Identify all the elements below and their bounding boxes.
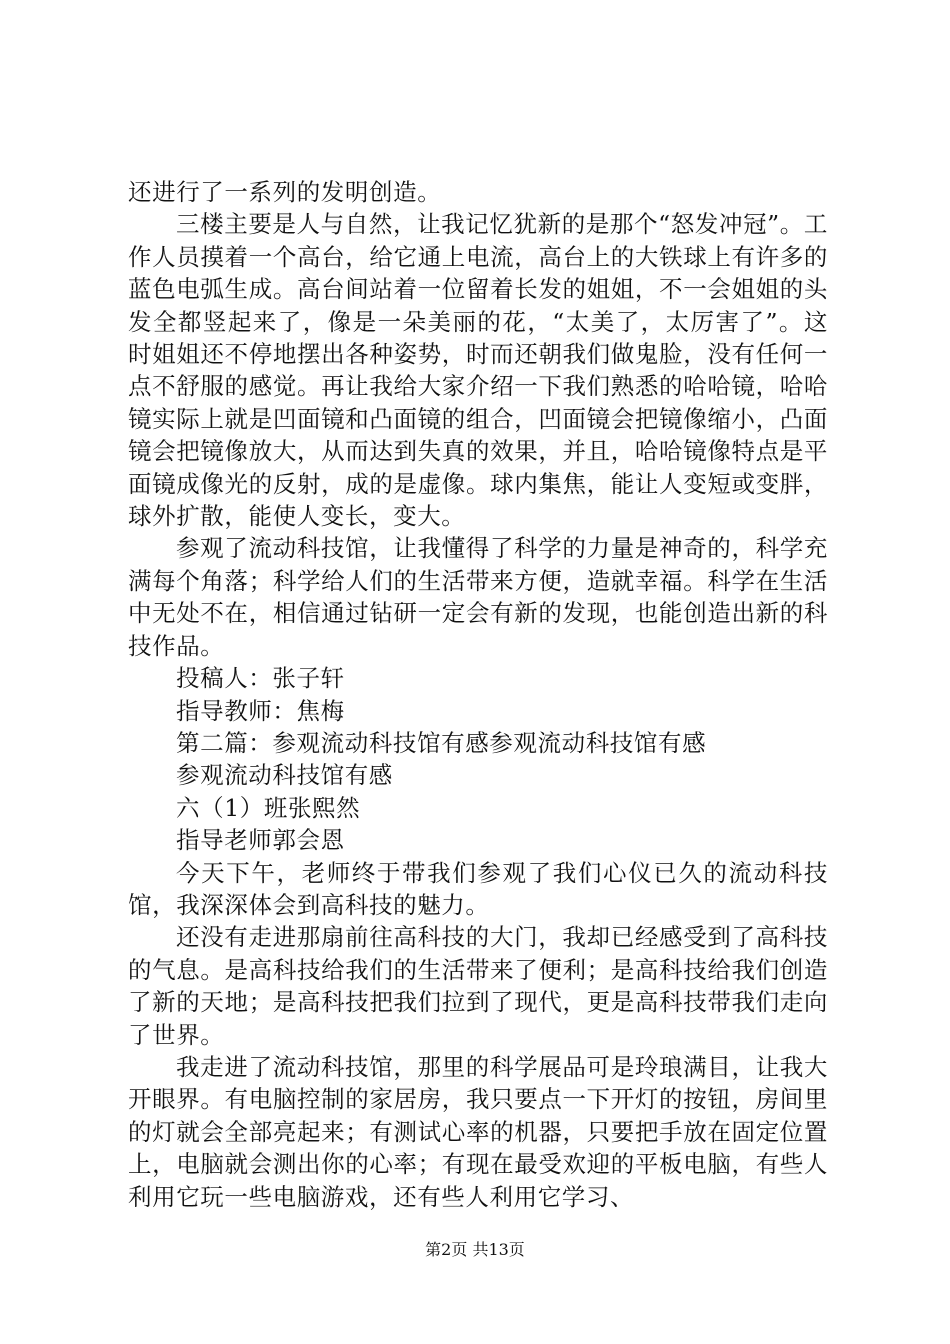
page-number: 第2页 共13页: [425, 1240, 525, 1259]
paragraph-hightech: 还没有走进那扇前往高科技的大门，我却已经感受到了高科技的气息。是高科技给我们的生活带来了便利；是高科技给我们创造了新的天地；是高科技把我们拉到了现代，更是高科技带我们走向了世界。: [128, 923, 828, 1049]
document-body: [128, 176, 828, 1213]
paragraph-third-floor: 三楼主要是人与自然，让我记忆犹新的是那个“怒发冲冠”。工作人员摸着一个高台，给它通上电流，高台上的大铁球上有许多的蓝色电弧生成。高台间站着一位留着长发的姐姐，不一会姐姐的头发全都竖起来了，像是一朵美丽的花，“太美了，太厉害了”。这时姐姐还不停地摆出各种姿势，时而还朝我们做鬼脸，没有任何一点不舒服的感觉。再让我给大家介绍一下我们熟悉的哈哈镜，哈哈镜实际上就是凹面镜和凸面镜的组合，凹面镜会把镜像缩小，凸面镜会把镜像放大，从而达到失真的效果，并且，哈哈镜像特点是平面镜成像光的反射，成的是虚像。球内集焦，能让人变短或变胖，球外扩散，能使人变长，变大。: [128, 210, 828, 531]
paragraph-conclusion: 参观了流动科技馆，让我懂得了科学的力量是神奇的，科学充满每个角落；科学给人们的生活带来方便，造就幸福。科学在生活中无处不在，相信通过钻研一定会有新的发现，也能创造出新的科技作品。: [128, 534, 828, 660]
essay-title: 参观流动科技馆有感: [176, 761, 393, 790]
section-heading: 第二篇：参观流动科技馆有感参观流动科技馆有感: [176, 728, 707, 757]
contributor-line: 投稿人：张子轩: [176, 664, 345, 693]
teacher-line: 指导教师：焦梅: [176, 696, 345, 725]
paragraph-exhibits: 我走进了流动科技馆，那里的科学展品可是玲琅满目，让我大开眼界。有电脑控制的家居房，我只要点一下开灯的按钮，房间里的灯就会全部亮起来；有测试心率的机器，只要把手放在固定位置上，电脑就会测出你的心率；有现在最受欢迎的平板电脑，有些人利用它玩一些电脑游戏，还有些人利用它学习、: [128, 1052, 828, 1211]
advisor-line: 指导老师郭会恩: [176, 826, 345, 855]
paragraph-continuation: 还进行了一系列的发明创造。: [128, 178, 442, 206]
author-line: 六（1）班张熙然: [176, 793, 361, 822]
paragraph-intro: 今天下午，老师终于带我们参观了我们心仪已久的流动科技馆，我深深体会到高科技的魅力。: [128, 858, 828, 919]
